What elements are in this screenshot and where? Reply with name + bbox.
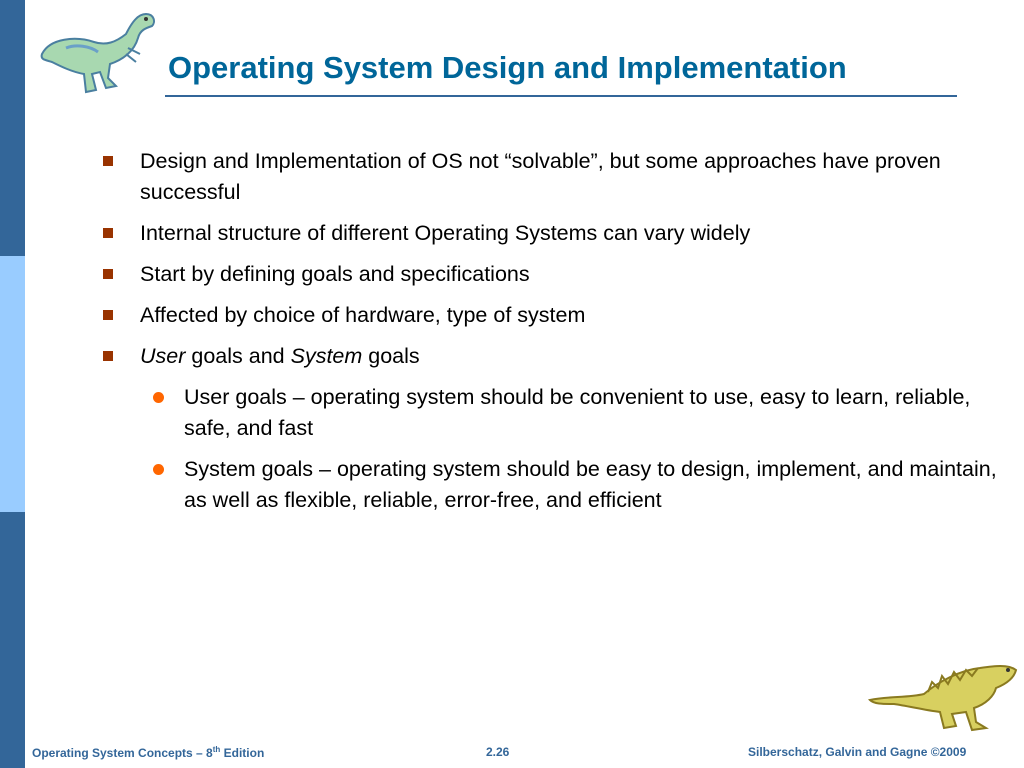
title-underline [165,95,957,97]
footer-book-superscript: th [212,745,221,754]
bullet-text: Start by defining goals and specifications [140,262,530,286]
bullet-item [100,259,1000,290]
footer-book-suffix: Edition [220,746,265,760]
bullet-text: Design and Implementation of OS not “solvable”, but some approaches have proven successful [140,149,941,204]
dinosaur-top-icon [36,8,158,96]
sub-bullet-item [100,382,1000,444]
left-bar-dark-bottom [0,512,25,768]
footer-book-prefix: Operating System Concepts – 8 [32,746,213,760]
sub-bullet-text: System goals – operating system should be easy to design, implement, and maintain, as well as flexible, reliable, error-free, and efficient [184,457,997,512]
sub-bullet-text: User goals – operating system should be convenient to use, easy to learn, reliable, safe, and fast [184,385,971,440]
bullet-text: Affected by choice of hardware, type of system [140,303,586,327]
bullet-item [100,218,1000,249]
square-bullet-icon [103,156,113,166]
dot-bullet-icon [153,392,164,403]
bullet-item [100,146,1000,208]
left-bar-light [0,256,25,512]
square-bullet-icon [103,269,113,279]
left-side-bar [0,0,25,768]
square-bullet-icon [103,228,113,238]
bullet-emphasis-system: System [290,344,363,368]
square-bullet-icon [103,351,113,361]
bullet-emphasis-user: User [140,344,186,368]
footer-authors: Silberschatz, Galvin and Gagne ©2009 [748,745,967,759]
bullet-item [100,300,1000,331]
bullet-text: goals [362,344,420,368]
dinosaur-bottom-icon [868,660,1018,732]
footer-book-title [32,745,264,760]
bullet-item [100,341,1000,372]
sub-bullet-item [100,454,1000,516]
slide-content [100,146,1000,526]
square-bullet-icon [103,310,113,320]
dot-bullet-icon [153,464,164,475]
footer-page-number: 2.26 [486,745,510,759]
bullet-text: Internal structure of different Operating Systems can vary widely [140,221,751,245]
slide-title: Operating System Design and Implementation [168,50,847,85]
bullet-text: goals and [185,344,291,368]
left-bar-dark-top [0,0,25,256]
